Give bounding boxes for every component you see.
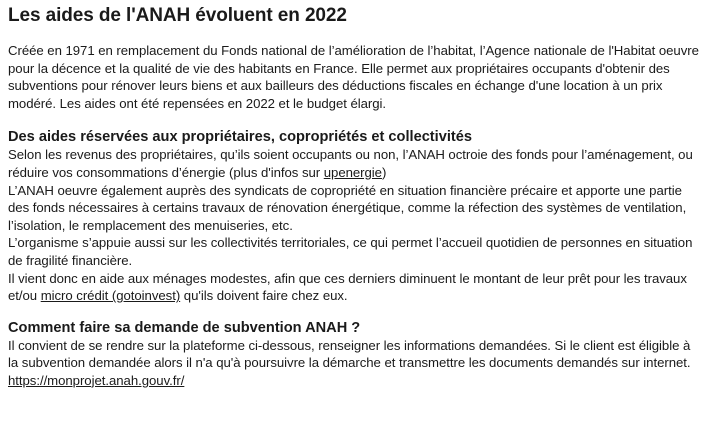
section1-p4-end: qu'ils doivent faire chez eux. bbox=[180, 288, 348, 304]
micro-credit-link[interactable]: micro crédit (gotoinvest) bbox=[40, 288, 181, 304]
intro-paragraph: Créée en 1971 en remplacement du Fonds national de l’amélioration de l’habitat, l’Agence nationale de l'Habitat oeuvre pour la décence et la qualité de vie des habitants en France. Elle permet aux propriétaires occupants d'obtenir des subventions pour rénover leurs biens et aux bailleurs des déductions fiscales en échange d'une location à un prix modéré. Les aides ont été repensées en 2022 et le budget élargi. bbox=[8, 43, 699, 111]
section1-p1-text: Selon les revenus des propriétaires, qu’ils soient occupants ou non, l’ANAH octroie des fonds pour l’aménagement, ou réduire vos consommations d’énergie (plus d'infos sur bbox=[8, 147, 693, 180]
section1-p4-text: Il vient donc en aide aux ménages modestes, afin que ces derniers diminuent le montant de leur prêt pour les travaux et/ou bbox=[8, 270, 687, 304]
page-title: Les aides de l'ANAH évoluent en 2022 bbox=[8, 5, 347, 26]
section2-paragraph-1: Il convient de se rendre sur la plateforme ci-dessous, renseigner les informations demandées. Si le client est éligible à la subvention demandée alors il n'a qu'à poursuivre la démarche et transmettre les documents demandés sur internet. bbox=[8, 337, 691, 371]
section1-paragraph-1 bbox=[8, 146, 704, 181]
section1-paragraph-3: L’organisme s’appuie aussi sur les collectivités territoriales, ce qui permet l’accueil quotidien de personnes en situation de fragilité financière. bbox=[8, 235, 693, 268]
section1-p1-end: ) bbox=[381, 164, 387, 180]
document bbox=[8, 4, 704, 390]
anah-url-link[interactable]: https://monprojet.anah.gouv.fr/ bbox=[8, 372, 185, 388]
section1-paragraph-2: L’ANAH oeuvre également auprès des syndicats de copropriété en situation financière précaire et apporte une partie des fonds nécessaires à certains travaux de rénovation énergétique, comme la réfection des systèmes de ventilation, l’isolation, le remplacement des menuiseries, etc. bbox=[8, 182, 687, 233]
section-heading-aides: Des aides réservées aux propriétaires, copropriétés et collectivités bbox=[8, 129, 472, 146]
section-heading-demande: Comment faire sa demande de subvention ANAH ? bbox=[8, 319, 361, 336]
anah-url-paragraph bbox=[8, 372, 704, 390]
section1-paragraph-4 bbox=[8, 270, 704, 305]
upenergie-link[interactable]: upenergie bbox=[323, 164, 382, 180]
